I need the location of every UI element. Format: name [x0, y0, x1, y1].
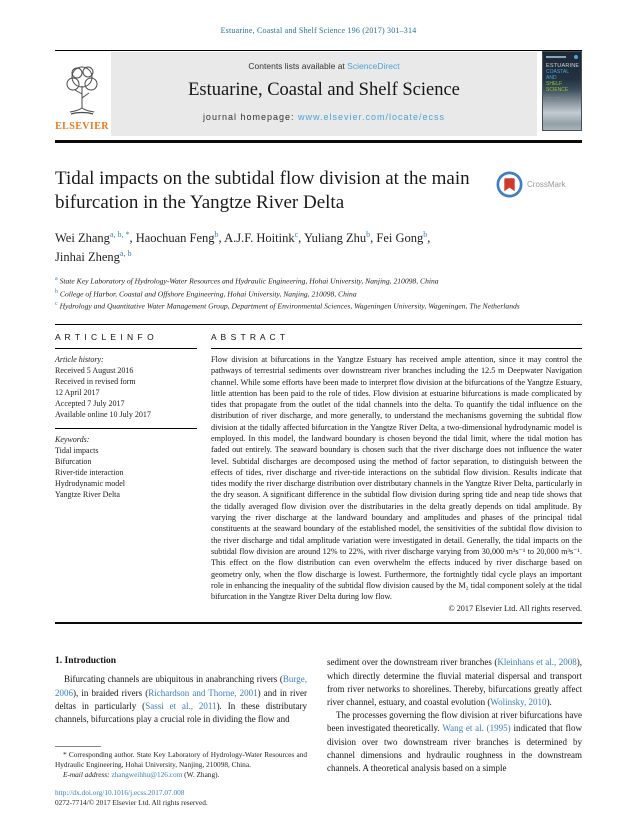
- divider: [55, 348, 197, 349]
- intro-paragraph: sediment over the downstream river branches (Kleinhans et al., 2008), which directly determine the fluvial material dispersal and transport from river networks to shorelines. Thereby, bifurcations greatly affect river channel, estuary, and coastal evolution (Wolinsky, 2010).: [327, 657, 582, 708]
- corresponding-author-footnote: [55, 746, 307, 808]
- footnote-email-line: [55, 770, 307, 780]
- cover-top-bar: [546, 56, 566, 58]
- journal-header-box: [111, 52, 537, 136]
- intro-right-column: [327, 656, 582, 808]
- citation-link[interactable]: Richardson and Thorne, 2001: [148, 687, 258, 698]
- section-divider: [55, 622, 582, 624]
- elsevier-wordmark: ELSEVIER: [55, 121, 109, 132]
- footnote-text: * Corresponding author. State Key Laboratory of Hydrology-Water Resources and Hydraulic Engineering, Hohai University, Nanjing, 210098, China.: [55, 750, 307, 769]
- section-heading: 1. Introduction: [55, 656, 117, 667]
- crossmark-badge[interactable]: [496, 167, 582, 215]
- keywords-label: Keywords:: [55, 434, 90, 444]
- author: Fei Gong$^b$,: [376, 230, 431, 246]
- abstract-copyright: © 2017 Elsevier Ltd. All rights reserved.: [448, 604, 582, 614]
- email-link[interactable]: zhangweihhu@126.com: [111, 769, 183, 779]
- abstract-heading: A B S T R A C T: [211, 331, 287, 342]
- crossmark-icon: [496, 171, 523, 198]
- homepage-line: [117, 112, 531, 122]
- cover-title-line3: SHELF SCIENCE: [546, 81, 569, 93]
- doi-block: [55, 788, 307, 808]
- affiliation-sup: b: [423, 230, 428, 239]
- affiliation-list: [55, 274, 582, 312]
- keyword: Hydrodynamic model: [55, 478, 125, 488]
- citation-link[interactable]: Sassi et al., 2011: [145, 700, 217, 711]
- cover-title-line2: COASTAL AND: [546, 69, 569, 81]
- divider: [211, 348, 582, 349]
- elsevier-tree-icon: [65, 64, 99, 120]
- citation-link[interactable]: Wolinsky, 2010: [490, 697, 547, 708]
- history-line: Received 5 August 2016: [55, 365, 134, 375]
- article-info-heading: A R T I C L E I N F O: [55, 331, 155, 342]
- contents-line: [117, 61, 531, 71]
- history-line: Received in revised form: [55, 376, 136, 386]
- abstract-text: Flow division at bifurcations in the Yangtze Estuary has received ample attention, since it may control the pathways of terrestrial sediments over downstream river branches including the 12.5 m Deepwater Navigation channel. While some efforts have been made to interpret flow division at the bifurcations of the Yangtze Estuary, little attention has been paid to the role of tides. Flow division at estuarine bifurcations is made complicated by tides that propagate from the outlet of the tidal channels into the delta. To quantify the tidal influence on the distribution of river discharge, and more generally, to understand the mechanisms governing the subtidal flow division at the tidally affected bifurcation in the Yangtze River Delta, a two-dimensional hydrodynamic model is employed. In this model, the landward boundary is chosen beyond the tidal limit, where the tidal motion has faded out entirely. The seaward boundary is chosen such that the river discharge does not influence the water level. Subtidal discharges are decomposed using the method of factor separation, to distinguish between the effects of tides, river discharge and river-tide interactions on the subtidal flow division. Results indicate that tides modify the river discharge distribution over distributary channels in the Yangtze River Delta, particularly in the dry season. A significant difference in the subtidal flow division during spring tide and neap tide shows that the tidally averaged flow division over the distributaries in the delta greatly depends on tidal amplitude. By varying the river discharge at the landward boundary and amplitudes and phases of the principal tidal constituents at the seaward boundary of the established model, the sensitivities of the subtidal flow division to the river discharge and tidal amplitude variation were investigated in detail. Generally, the tidal impacts on the subtidal flow division are around 12% to 22%, with river discharge varying from 30,000 m³s⁻¹ to 20,000 m³s⁻¹. This effect on the flow distribution can even overwhelm the effects induced by river discharge based on geometry only, when the flow discharge is lowest. Furthermore, the fortnightly tidal cycle plays an important role in enhancing the inequality of the subtidal flow division caused by the M₂ tidal component solely at the tidal bifurcation in the Yangtze River Delta during low flow.: [211, 354, 582, 602]
- history-line: Accepted 7 July 2017: [55, 398, 125, 408]
- affiliation-sup: a, b: [119, 249, 132, 259]
- page-title: Tidal impacts on the subtidal flow division at the main bifurcation in the Yangtze River Delta: [55, 168, 470, 213]
- cover-subtitle: —— · ——: [546, 95, 561, 99]
- elsevier-logo: [55, 52, 111, 136]
- affiliation-sup: b: [366, 230, 371, 239]
- citation-link[interactable]: Kleinhans et al., 2008: [497, 657, 577, 668]
- footnote-separator: [55, 746, 101, 747]
- history-line: 12 April 2017: [55, 387, 100, 397]
- journal-banner: [55, 50, 582, 143]
- affiliation-sup: b: [214, 230, 219, 239]
- author: Haochuan Feng$^b$,: [135, 230, 225, 246]
- email-suffix: (W. Zhang).: [182, 769, 220, 779]
- homepage-prefix: journal homepage:: [202, 112, 298, 122]
- affiliation-sup: c: [294, 230, 299, 239]
- journal-cover-thumbnail[interactable]: [542, 51, 582, 131]
- abstract-column: [211, 332, 582, 614]
- issn-copyright-line: 0272-7714/© 2017 Elsevier Ltd. All rights reserved.: [55, 798, 208, 808]
- author: A.J.F. Hoitink$^c$,: [224, 230, 304, 246]
- sciencedirect-link[interactable]: ScienceDirect: [347, 61, 400, 71]
- history-label: Article history:: [55, 354, 104, 364]
- globe-icon: [574, 55, 578, 59]
- author-list: [55, 227, 582, 265]
- running-head-citation: Estuarine, Coastal and Shelf Science 196 (2017) 301–314: [220, 26, 417, 35]
- keyword: Tidal impacts: [55, 445, 99, 455]
- author: Wei Zhang$^{a, b, *}$,: [55, 230, 136, 246]
- keyword: Bifurcation: [55, 456, 92, 466]
- history-line: Available online 10 July 2017: [55, 409, 151, 419]
- journal-homepage-link[interactable]: www.elsevier.com/locate/ecss: [298, 112, 446, 122]
- author: Yuliang Zhu$^b$,: [303, 230, 377, 246]
- article-info-column: [55, 332, 197, 614]
- affiliation-sup: a, b, *: [109, 230, 130, 239]
- doi-link[interactable]: http://dx.doi.org/10.1016/j.ecss.2017.07.008: [55, 788, 185, 798]
- divider: [55, 428, 197, 429]
- citation-link[interactable]: Burge, 2006: [55, 674, 307, 698]
- keyword: River-tide interaction: [55, 467, 124, 477]
- email-label: E-mail address:: [63, 769, 110, 779]
- author: Jinhai Zheng$^{a, b}$: [55, 249, 132, 265]
- affiliation: $^b$ College of Harbor, Coastal and Offshore Engineering, Hohai University, Nanjing, 210098, China: [55, 288, 357, 299]
- journal-title: Estuarine, Coastal and Shelf Science: [188, 80, 460, 100]
- crossmark-label: CrossMark: [527, 180, 566, 189]
- contents-prefix: Contents lists available at: [248, 61, 348, 71]
- keyword: Yangtze River Delta: [55, 489, 120, 499]
- affiliation: $^a$ State Key Laboratory of Hydrology-Water Resources and Hydraulic Engineering, Hohai University, Nanjing, 210098, China: [55, 276, 439, 286]
- intro-paragraph: The processes governing the flow division at river bifurcations have been investigated theoretically. Wang et al. (1995) indicated that flow division over two downstream river branches is determined by channel dimensions and hydraulic roughness in the downstream channels. A theoretical analysis based on a simple: [327, 710, 582, 774]
- intro-left-column: [55, 656, 307, 808]
- intro-paragraph: Bifurcating channels are ubiquitous in anabranching rivers (Burge, 2006), in braided rivers (Richardson and Thorne, 2001) and in river deltas in particularly (Sassi et al., 2011). In these distributary channels, bifurcations play a crucial role in dividing the flow and: [55, 674, 307, 725]
- section-divider: [55, 324, 582, 325]
- citation-link[interactable]: Wang et al. (1995): [442, 723, 511, 734]
- affiliation: $^c$ Hydrology and Quantitative Water Management Group, Department of Environmental Sciences, Wageningen University, Wageningen, The Netherlands: [55, 301, 520, 311]
- cover-title-line1: ESTUARINE: [546, 63, 580, 69]
